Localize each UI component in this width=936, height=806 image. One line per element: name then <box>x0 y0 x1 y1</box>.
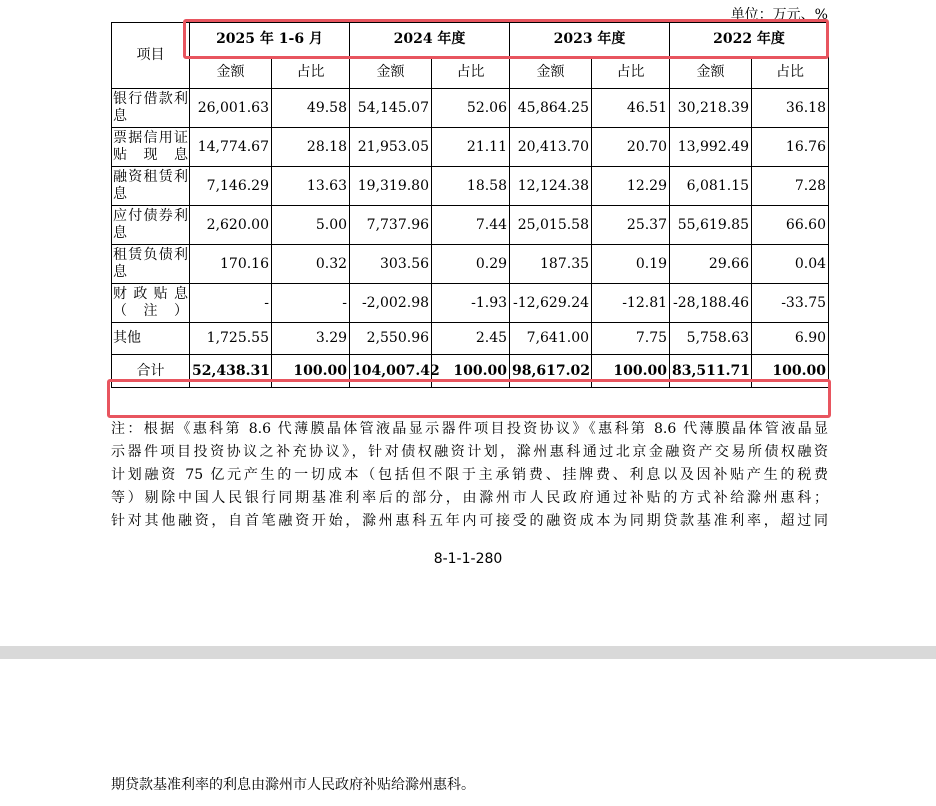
page-divider <box>0 646 936 659</box>
period-header: 2024 年度 <box>350 23 510 57</box>
ratio-cell: -12.81 <box>592 284 670 323</box>
row-label: 银行借款利息 <box>112 89 190 128</box>
table-row <box>112 323 829 355</box>
footnote-line: 注：根据《惠科第 8.6 代薄膜晶体管液晶显示器件项目投资协议》《惠科第 8.6 代薄膜晶体管液晶显 <box>111 421 828 437</box>
continuation-text: 期贷款基准利率的利息由滁州市人民政府补贴给滁州惠科。 <box>111 777 475 793</box>
amount-header: 金额 <box>670 57 752 89</box>
amount-cell: 1,725.55 <box>190 323 272 355</box>
ratio-cell: 36.18 <box>752 89 829 128</box>
row-label: 其他 <box>112 323 190 355</box>
item-header: 项目 <box>112 23 190 89</box>
ratio-cell: 66.60 <box>752 206 829 245</box>
ratio-cell: 7.75 <box>592 323 670 355</box>
table-row <box>112 89 829 128</box>
amount-cell: 19,319.80 <box>350 167 432 206</box>
amount-cell: 7,641.00 <box>510 323 592 355</box>
ratio-cell: 5.00 <box>272 206 350 245</box>
amount-cell: 14,774.67 <box>190 128 272 167</box>
table-row <box>112 206 829 245</box>
unit-label: 单位：万元、% <box>730 7 828 23</box>
footnote-line: 示器件项目投资协议之补充协议》，针对债权融资计划，滁州惠科通过北京金融资产交易所债权融资 <box>111 444 828 460</box>
ratio-cell: 28.18 <box>272 128 350 167</box>
period-header: 2022 年度 <box>670 23 829 57</box>
total-amount-cell: 83,511.71 <box>670 355 752 388</box>
amount-header: 金额 <box>510 57 592 89</box>
ratio-cell: 6.90 <box>752 323 829 355</box>
amount-cell: 7,146.29 <box>190 167 272 206</box>
amount-cell: 55,619.85 <box>670 206 752 245</box>
ratio-cell: - <box>272 284 350 323</box>
amount-cell: 2,620.00 <box>190 206 272 245</box>
ratio-cell: 52.06 <box>432 89 510 128</box>
ratio-cell: 7.28 <box>752 167 829 206</box>
amount-cell: -12,629.24 <box>510 284 592 323</box>
row-label: 融资租赁利息 <box>112 167 190 206</box>
footnote-line: 计划融资 75 亿元产生的一切成本（包括但不限于主承销费、挂牌费、利息以及因补贴产生的税费 <box>111 467 828 483</box>
ratio-cell: 0.32 <box>272 245 350 284</box>
table-row <box>112 284 829 323</box>
table-row <box>112 128 829 167</box>
total-ratio-cell: 100.00 <box>432 355 510 388</box>
amount-cell: 303.56 <box>350 245 432 284</box>
total-row <box>112 355 829 388</box>
ratio-cell: 2.45 <box>432 323 510 355</box>
ratio-cell: 25.37 <box>592 206 670 245</box>
ratio-cell: 20.70 <box>592 128 670 167</box>
ratio-cell: 13.63 <box>272 167 350 206</box>
ratio-header: 占比 <box>592 57 670 89</box>
amount-cell: 13,992.49 <box>670 128 752 167</box>
amount-cell: 45,864.25 <box>510 89 592 128</box>
period-header: 2025 年 1-6 月 <box>190 23 350 57</box>
amount-cell: - <box>190 284 272 323</box>
table-row <box>112 245 829 284</box>
amount-cell: 170.16 <box>190 245 272 284</box>
amount-cell: 12,124.38 <box>510 167 592 206</box>
amount-cell: 20,413.70 <box>510 128 592 167</box>
amount-cell: 21,953.05 <box>350 128 432 167</box>
table-row <box>112 167 829 206</box>
amount-header: 金额 <box>350 57 432 89</box>
ratio-header: 占比 <box>752 57 829 89</box>
period-header: 2023 年度 <box>510 23 670 57</box>
ratio-cell: 0.29 <box>432 245 510 284</box>
row-label: 财政贴息（注） <box>112 284 190 323</box>
amount-cell: 25,015.58 <box>510 206 592 245</box>
total-ratio-cell: 100.00 <box>752 355 829 388</box>
total-ratio-cell: 100.00 <box>592 355 670 388</box>
row-label: 租赁负债利息 <box>112 245 190 284</box>
amount-cell: 2,550.96 <box>350 323 432 355</box>
total-ratio-cell: 100.00 <box>272 355 350 388</box>
table-footnote <box>111 418 828 533</box>
ratio-cell: 46.51 <box>592 89 670 128</box>
ratio-header: 占比 <box>272 57 350 89</box>
ratio-cell: 16.76 <box>752 128 829 167</box>
amount-cell: 26,001.63 <box>190 89 272 128</box>
ratio-cell: 3.29 <box>272 323 350 355</box>
ratio-cell: 0.04 <box>752 245 829 284</box>
ratio-cell: 0.19 <box>592 245 670 284</box>
total-amount-cell: 52,438.31 <box>190 355 272 388</box>
amount-cell: 54,145.07 <box>350 89 432 128</box>
ratio-cell: 12.29 <box>592 167 670 206</box>
amount-cell: 29.66 <box>670 245 752 284</box>
interest-expense-table <box>111 22 829 388</box>
amount-cell: 6,081.15 <box>670 167 752 206</box>
amount-cell: -28,188.46 <box>670 284 752 323</box>
amount-cell: -2,002.98 <box>350 284 432 323</box>
amount-cell: 30,218.39 <box>670 89 752 128</box>
ratio-cell: -33.75 <box>752 284 829 323</box>
footnote-line: 等）剔除中国人民银行同期基准利率后的部分，由滁州市人民政府通过补贴的方式补给滁州惠科； <box>111 490 828 506</box>
ratio-cell: 21.11 <box>432 128 510 167</box>
row-label: 应付债券利息 <box>112 206 190 245</box>
total-label: 合计 <box>112 355 190 388</box>
row-label: 票据信用证贴现息 <box>112 128 190 167</box>
ratio-cell: 18.58 <box>432 167 510 206</box>
footnote-line: 针对其他融资，自首笔融资开始，滁州惠科五年内可接受的融资成本为同期贷款基准利率，超过同 <box>111 513 828 529</box>
page-number: 8-1-1-280 <box>433 551 503 567</box>
total-amount-cell: 98,617.02 <box>510 355 592 388</box>
total-amount-cell: 104,007.42 <box>350 355 432 388</box>
ratio-cell: -1.93 <box>432 284 510 323</box>
amount-cell: 5,758.63 <box>670 323 752 355</box>
amount-cell: 187.35 <box>510 245 592 284</box>
ratio-cell: 49.58 <box>272 89 350 128</box>
ratio-header: 占比 <box>432 57 510 89</box>
ratio-cell: 7.44 <box>432 206 510 245</box>
amount-cell: 7,737.96 <box>350 206 432 245</box>
amount-header: 金额 <box>190 57 272 89</box>
